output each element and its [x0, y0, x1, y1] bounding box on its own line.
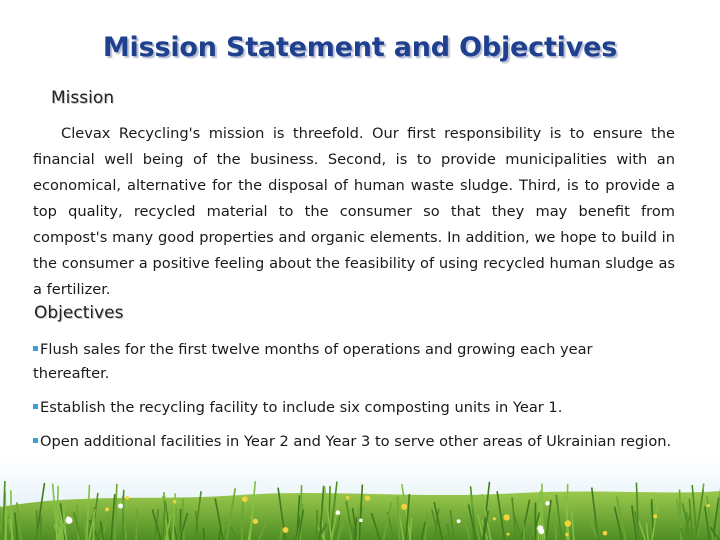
grass-blade	[316, 510, 317, 540]
slide-title: Mission Statement and Objectives	[102, 32, 618, 63]
flower	[126, 496, 130, 500]
grass-blade	[203, 528, 204, 540]
flower	[253, 519, 258, 524]
flower	[359, 519, 363, 523]
objectives-list	[33, 338, 673, 464]
flower	[565, 520, 571, 526]
grass-blade	[37, 510, 38, 540]
flower	[707, 504, 710, 507]
objective-item	[33, 338, 673, 386]
flower	[653, 514, 657, 518]
objective-text: Establish the recycling facility to include six composting units in Year 1.	[40, 399, 563, 416]
flower	[493, 517, 496, 520]
mission-heading: Mission	[51, 88, 115, 108]
grass-blade	[523, 523, 524, 540]
flower	[283, 527, 289, 533]
objective-text: Open additional facilities in Year 2 and Year 3 to serve other areas of Ukrainian region.	[40, 433, 672, 450]
objective-item	[33, 430, 673, 454]
flower	[346, 496, 349, 499]
grass-blade	[5, 492, 6, 540]
flower	[105, 507, 109, 511]
flower	[603, 531, 608, 536]
flower	[118, 504, 123, 509]
mission-paragraph: Clevax Recycling's mission is threefold. Our first responsibility is to ensure the financial well being of the business. Second, is to provide municipalities with an economical, alternative for the disposal of human waste sludge. Third, is to provide a top quality, recycled material to the consumer so that they may benefit from compost's many good properties and organic elements. In addition, we hope to build in the consumer a positive feeling about the feasibility of using recycled human sludge as a fertilizer.	[33, 125, 675, 298]
flower	[401, 504, 407, 510]
square-bullet-icon	[33, 346, 38, 351]
objective-text: Flush sales for the first twelve months of operations and growing each year thereafter.	[33, 341, 593, 382]
flower	[538, 528, 544, 534]
flower	[173, 500, 177, 504]
flower	[457, 519, 461, 523]
flower	[66, 517, 73, 524]
flower	[365, 495, 370, 500]
square-bullet-icon	[33, 438, 38, 443]
grass-blade	[136, 508, 137, 540]
flower	[336, 510, 341, 515]
flower	[507, 533, 510, 536]
flower	[504, 514, 510, 520]
objectives-heading: Objectives	[34, 303, 124, 323]
grass-blade	[358, 507, 359, 540]
flower	[565, 533, 568, 536]
objective-item	[33, 396, 673, 420]
square-bullet-icon	[33, 404, 38, 409]
flower	[545, 501, 549, 505]
flower	[242, 496, 248, 502]
grass-meadow-illustration	[0, 455, 720, 540]
